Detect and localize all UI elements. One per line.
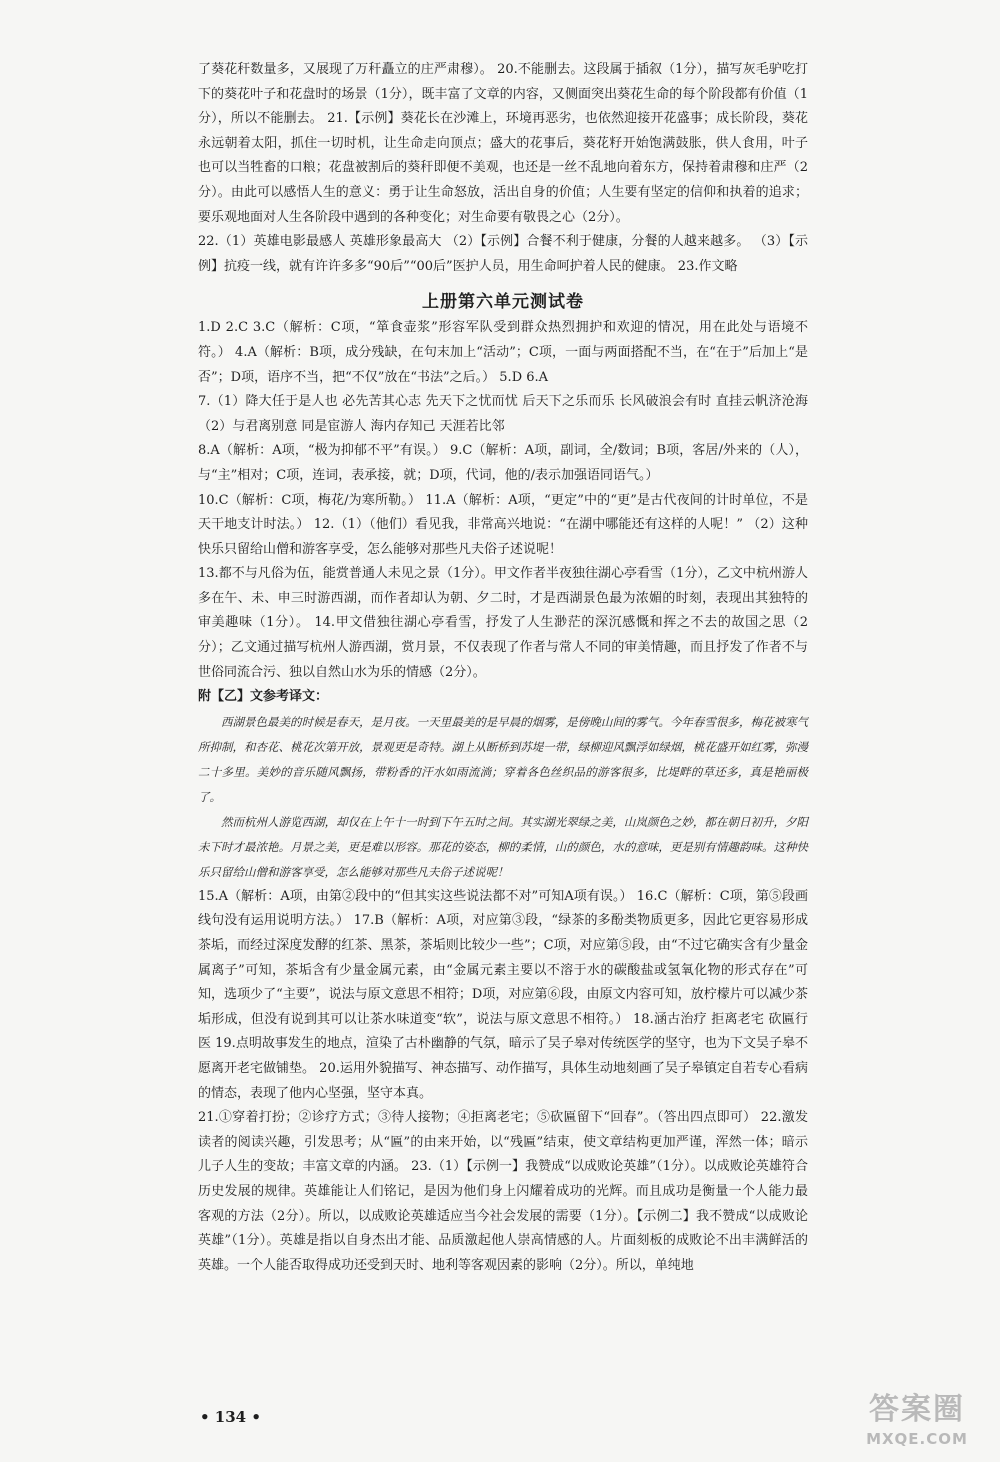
page-number: • 134 • xyxy=(200,1408,261,1426)
answer-paragraph: 13.都不与凡俗为伍，能赏普通人未见之景（1分）。甲文作者半夜独往湖心亭看雪（1分），乙文中杭州游人多在午、未、申三时游西湖，而作者却认为朝、夕二时，才是西湖景色最为浓媚的时刻，表现出其独特的审美趣味（1分）。 14.甲文借独往湖心亭看雪，抒发了人生渺茫的深沉感慨和挥之不去的故国之思（2分）；乙文通过描写杭州人游西湖，赏月景，不仅表现了作者与常人不同的审美情趣，而且抒发了作者不与世俗同流合污、独以自然山水为乐的情感（2分）。 xyxy=(198,566,808,680)
watermark xyxy=(842,1390,992,1460)
document-page xyxy=(198,58,808,1278)
answer-paragraph: 21.①穿着打扮；②诊疗方式；③待人接物；④拒离老宅；⑤砍匾留下“回春”。（答出四点即可） 22.激发读者的阅读兴趣，引发思考；从“匾”的由来开始，以“残匾”结束，使文章结构更加严谨，浑然一体；暗示儿子人生的变故；丰富文章的内涵。 23.（1）【示例一】我赞成“以成败论英雄”（1分）。以成败论英雄符合历史发展的规律。英雄能让人们铭记，是因为他们身上闪耀着成功的光辉。而且成功是衡量一个人能力最客观的方法（2分）。所以，以成败论英雄适应当今社会发展的需要（1分）。【示例二】我不赞成“以成败论英雄”（1分）。英雄是指以自身杰出才能、品质激起他人崇高情感的人。片面刻板的成败论不出丰满鲜活的英雄。一个人能否取得成功还受到天时、地利等客观因素的影响（2分）。所以，单纯地 xyxy=(198,1110,808,1273)
watermark-url: MXQE.COM xyxy=(866,1430,968,1448)
watermark-logo: 答案圈 xyxy=(869,1392,965,1427)
answer-paragraph: 7.（1）降大任于是人也 必先苦其心志 先天下之忧而忧 后天下之乐而乐 长风破浪会有时 直挂云帆济沧海 （2）与君离别意 同是宦游人 海内存知己 天涯若比邻 xyxy=(198,394,808,434)
section-title: 上册第六单元测试卷 xyxy=(422,292,584,313)
answer-paragraph: 1.D 2.C 3.C（解析：C项，“箪食壶浆”形容军队受到群众热烈拥护和欢迎的情况，用在此处与语境不符。） 4.A（解析：B项，成分残缺，在句末加上“活动”；C项，一面与两面搭配不当，在“在于”后加上“是否”；D项，语序不当，把“不仅”放在“书法”之后。） 5.D 6.A xyxy=(198,320,808,385)
translation-paragraph: 然而杭州人游览西湖，却仅在上午十一时到下午五时之间。其实湖光翠绿之美，山岚颜色之妙，都在朝日初升，夕阳未下时才最浓艳。月景之美，更是难以形容。那花的姿态，柳的柔情，山的颜色，水的意味，更是别有情趣韵味。这种快乐只留给山僧和游客享受，怎么能够对那些凡夫俗子述说呢！ xyxy=(198,814,808,879)
answer-paragraph: 10.C（解析：C项，梅花/为寒所勒。） 11.A（解析：A项，“更定”中的“更”是古代夜间的计时单位，不是天干地支计时法。） 12.（1）（他们）看见我，非常高兴地说：“在湖中哪能还有这样的人呢！” （2）这种快乐只留给山僧和游客享受，怎么能够对那些凡夫俗子述说呢！ xyxy=(198,492,808,557)
answer-paragraph: 15.A（解析：A项，由第②段中的“但其实这些说法都不对”可知A项有误。） 16.C（解析：C项，第⑤段画线句没有运用说明方法。） 17.B（解析：A项，对应第③段，“绿茶的多酚类物质更多，因此它更容易形成茶垢，而经过深度发酵的红茶、黑茶，茶垢则比较少一些”；C项，对应第⑤段，由“不过它确实含有少量金属离子”可知，茶垢含有少量金属元素，由“金属元素主要以不溶于水的碳酸盐或氢氧化物的形式存在”可知，选项少了“主要”，说法与原文意思不相符；D项，对应第⑥段，由原文内容可知，放柠檬片可以减少茶垢形成，但没有说到其可以让茶水味道变“软”，说法与原文意思不相符。） 18.涵古治疗 拒离老宅 砍匾行医 19.点明故事发生的地点，渲染了古朴幽静的气氛，暗示了吴子皋对传统医学的坚守，也为下文吴子皋不愿离开老宅做铺垫。 20.运用外貌描写、神态描写、动作描写，具体生动地刻画了吴子皋镇定自若专心看病的情态，表现了他内心坚强，坚守本真。 xyxy=(198,888,808,1101)
answer-paragraph: 了葵花秆数量多，又展现了万秆矗立的庄严肃穆）。 20.不能删去。这段属于插叙（1分），描写灰毛驴吃打下的葵花叶子和花盘时的场景（1分），既丰富了文章的内容，又侧面突出葵花生命的每个阶段都有价值（1分），所以不能删去。 21.【示例】葵花长在沙滩上，环境再恶劣，也依然迎接开花盛事；成长阶段，葵花永远朝着太阳，抓住一切时机，让生命走向顶点；盛大的花事后，葵花籽开始饱满鼓胀，供人食用，叶子也可以当牲畜的口粮；花盘被割后的葵秆即便不美观，也还是一丝不乱地向着东方，保持着肃穆和庄严（2分）。由此可以感悟人生的意义：勇于让生命怒放，活出自身的价值；人生要有坚定的信仰和执着的追求；要乐观地面对人生各阶段中遇到的各种变化；对生命要有敬畏之心（2分）。 xyxy=(198,62,808,225)
translation-label: 附【乙】文参考译文： xyxy=(198,689,329,705)
answer-paragraph: 22.（1）英雄电影最感人 英雄形象最高大 （2）【示例】合餐不利于健康，分餐的人越来越多。 （3）【示例】抗疫一线，就有许许多多“90后”“00后”医护人员，用生命呵护着人民的健康。 23.作文略 xyxy=(198,234,808,274)
translation-paragraph: 西湖景色最美的时候是春天，是月夜。一天里最美的是早晨的烟雾，是傍晚山间的雾气。今年春雪很多，梅花被寒气所抑制，和杏花、桃花次第开放，景观更是奇特。湖上从断桥到苏堤一带，绿柳迎风飘浮如绿烟，桃花盛开如红雾，弥漫二十多里。美妙的音乐随风飘扬，带粉香的汗水如雨流淌；穿着各色丝织品的游客很多，比堤畔的草还多，真是艳丽极了。 xyxy=(198,714,808,804)
answer-paragraph: 8.A（解析：A项，“极为抑郁不平”有误。） 9.C（解析：A项，副词，全/数词；B项，客居/外来的（人），与“主”相对；C项，连词，表承接，就；D项，代词，他的/表示加强语同语气。） xyxy=(198,443,808,483)
